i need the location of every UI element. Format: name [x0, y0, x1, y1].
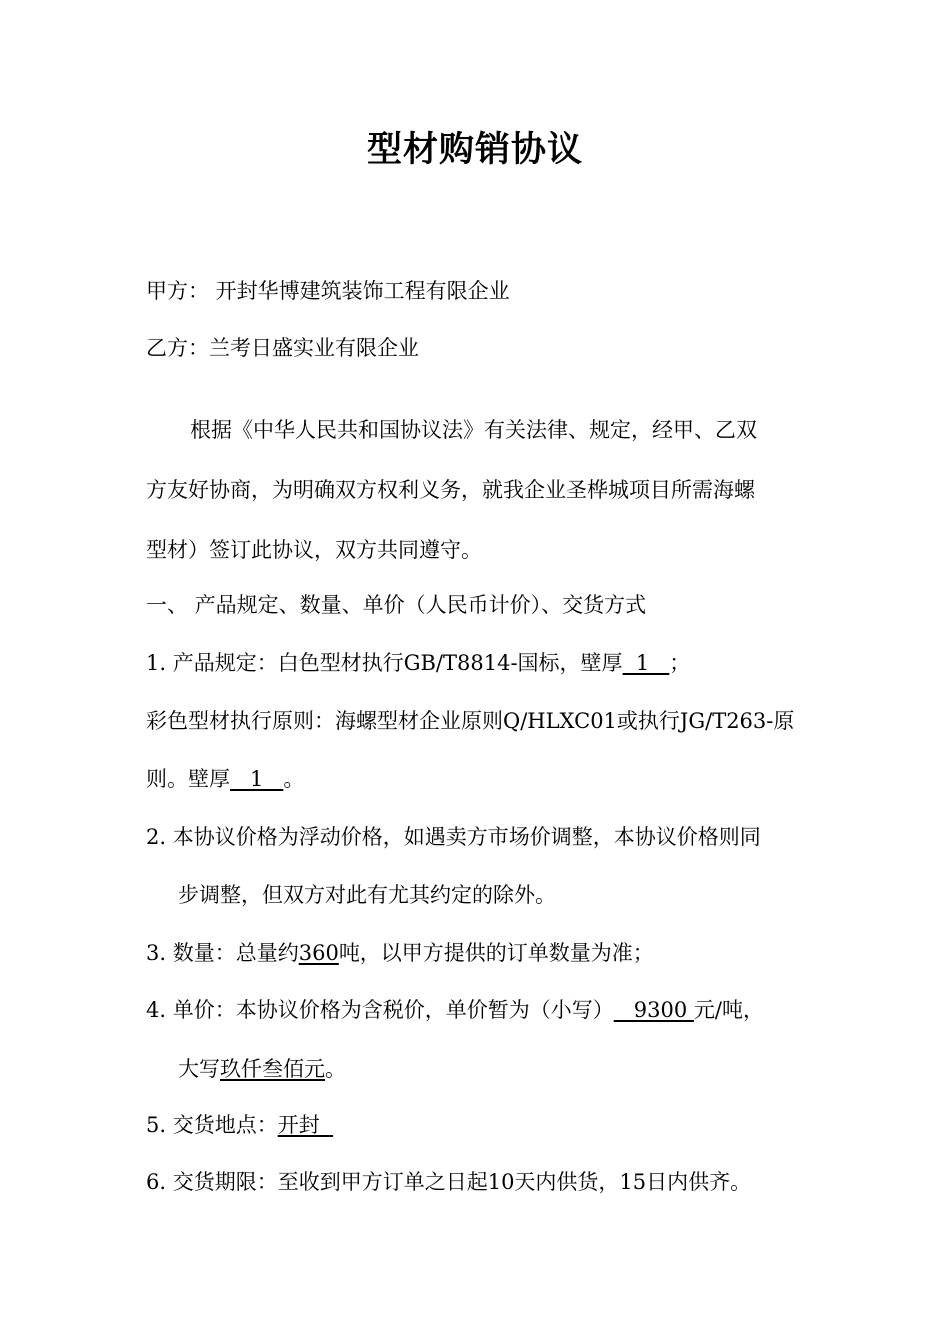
delivery-location-value: 开封 [277, 1113, 334, 1137]
item-4-line-2-suffix: 。 [325, 1057, 346, 1081]
intro-line-2: 方友好协商，为明确双方权利义务，就我企业圣桦城项目所需海螺 [146, 478, 755, 502]
color-thickness-value: 1 [230, 767, 284, 791]
intro-line-3: 型材）签订此协议，双方共同遵守。 [146, 538, 482, 562]
item-4-prefix: 4. 单价：本协议价格为含税价，单价暂为（小写） [146, 998, 614, 1022]
item-6-line: 6. 交货期限：至收到甲方订单之日起10天内供货，15日内供齐。 [146, 1170, 752, 1194]
item-1-line-1 [146, 648, 690, 678]
item-4-line-1 [146, 995, 764, 1025]
item-2-line-2: 步调整，但双方对此有尤其约定的除外。 [178, 883, 556, 907]
party-b-line: 乙方：兰考日盛实业有限企业 [146, 336, 419, 360]
item-4-line-2-prefix: 大写 [178, 1057, 220, 1081]
item-1-line-3 [146, 764, 304, 794]
item-1-suffix: ； [669, 651, 691, 675]
unit-price-value: 9300 [613, 998, 694, 1022]
item-5-line [146, 1110, 333, 1140]
item-3-suffix: 吨，以甲方提供的订单数量为准； [338, 941, 654, 965]
price-in-words: 玖仟叁佰元 [220, 1057, 325, 1081]
white-thickness-value: 1 [622, 651, 670, 675]
item-5-prefix: 5. 交货地点： [146, 1113, 278, 1137]
item-1-line-2: 彩色型材执行原则：海螺型材企业原则Q/HLXC01或执行JG/T263-原 [146, 709, 795, 733]
item-4-line-2 [178, 1054, 346, 1084]
document-title: 型材购销协议 [366, 130, 583, 170]
item-1-line-3-prefix: 则。壁厚 [146, 767, 230, 791]
item-1-prefix: 1. 产品规定：白色型材执行GB/T8814-国标，壁厚 [146, 651, 623, 675]
item-1-line-3-suffix: 。 [283, 767, 305, 791]
intro-line-1: 根据《中华人民共和国协议法》有关法律、规定，经甲、乙双 [190, 418, 757, 442]
party-a-line: 甲方： 开封华博建筑装饰工程有限企业 [146, 279, 510, 303]
section-1-heading: 一、 产品规定、数量、单价（人民币计价）、交货方式 [146, 593, 647, 617]
item-2-line-1: 2. 本协议价格为浮动价格，如遇卖方市场价调整，本协议价格则同 [146, 825, 761, 849]
item-3-line [146, 938, 654, 968]
item-4-suffix: 元/吨， [693, 998, 764, 1022]
quantity-value: 360 [298, 941, 339, 965]
item-3-prefix: 3. 数量：总量约 [146, 941, 299, 965]
